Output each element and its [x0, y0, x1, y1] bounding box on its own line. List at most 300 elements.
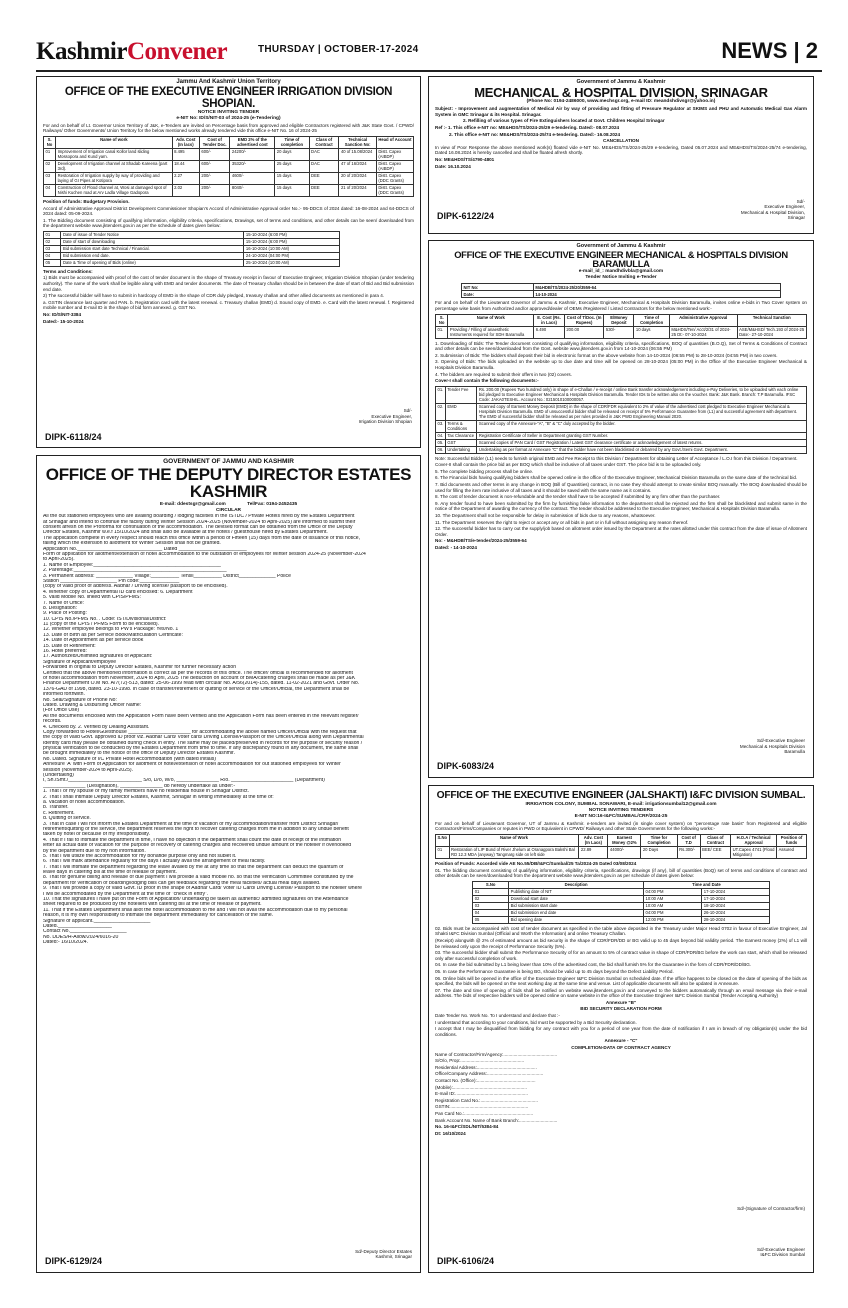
circular-line: 15. Date of Retirement: [43, 643, 96, 649]
ad1-title: OFFICE OF THE EXECUTIVE ENGINEER IRRIGATION DIVISION SHOPIAN. [64, 85, 393, 110]
circular-line: 10. CPIS No./PFMS No. . Code: IST/Divisional/District: [43, 616, 167, 622]
table-cell: UT.Capex 4741 (Flood Mitigation) [731, 846, 777, 858]
table-cell: Development of Irrigation channel at Shadab Kareena (part 3rd). [56, 160, 172, 172]
form-line: (Mobile):.......................................................... [435, 1084, 527, 1090]
circular-line: Application No.______________________________ Dated ________________________ [43, 546, 247, 552]
table-header-cell: Name of Work [449, 834, 579, 846]
table-cell: 600/- [199, 160, 230, 172]
circular-line: consent afresh on the Proforma for continuation of the accommodation. The devised format can be obtained from the Office of the Deputy [43, 525, 353, 531]
ad1-dipk-code: DIPK-6118/24 [45, 432, 102, 442]
circular-line: to April-2025). [43, 557, 75, 563]
ad1-position: Position of funds: Budgetary Provision. [43, 198, 130, 204]
circular-line: _______________ (Designation), _______________ do hereby undertake as under:- [43, 783, 236, 789]
table-cell: 20 days [275, 148, 309, 160]
circular-line: leave days in catering bill at the time of release of payment. [43, 870, 177, 876]
document-row [436, 439, 807, 446]
document-cell: Tender Fee [445, 386, 477, 403]
ad-irrigation-shopian [36, 76, 421, 448]
circular-line: I will be accommodated by the Department at the time of "check in entry". [43, 891, 209, 897]
circular-line: 3. That in case I will not inform the Estates Department at the time of vacation of my accommodation/transfer from District Srinagar/ [43, 821, 339, 827]
document-cell: Undertaking [445, 446, 477, 453]
table-cell: ASE/M&HSD/ Tech.193 of 2024-25 Date:- 27-10-2024 [737, 326, 806, 338]
ad4-body [43, 514, 414, 945]
schedule-cell: Bid submission start date [509, 902, 644, 909]
table-cell: 18.44 [172, 160, 199, 172]
document-cell: Registration Certificate of Seller in Department granting GST Number. [477, 432, 807, 439]
schedule-cell: Date of issue of Tender Notice [61, 231, 244, 238]
tender-paragraph: 02. Bids must be accompanied with cost of tender document as specified in the table above deposited in the Treasury under Major Head 0702 in favour of Executive Engineer, Jal Shakti I&FC Division Sumbal (Official and Worth the Information) and online Treasury Challan. [435, 925, 807, 937]
circular-line: retirement/quitting of the service, the department reserves the right to recover catering charges from me in addition to any undue benefit [43, 826, 349, 832]
document-row [436, 446, 807, 453]
circular-line: Annexure 'A' with Form of Application for allotment of hotel/extension of hotel accommodation for out stationed employees for Winter [43, 762, 341, 768]
document-row [436, 403, 807, 420]
ad5-annex-b: Annexure "B" [605, 999, 637, 1005]
table-header-cell: H.O.A / Technical Approval [731, 834, 777, 846]
table-cell: 200.00 [564, 326, 604, 338]
ad5-notice: NOTICE INVITING TENDERS [588, 807, 654, 813]
schedule-cell: 25-10-2024 (10:00 AM) [244, 259, 339, 266]
circular-line: 2. That I shall intimate Deputy Director Estates, Kashmir, Srinagar in writing immediately at the time of: [43, 794, 274, 800]
table-cell: Restoration of LIP Bund of River Jhelum at Oranagpora Bakshi Bal RD 12.3 MDA (anyway) Tangmarg side on left side [449, 846, 579, 858]
circular-line: department for verification of boarding/lodging bills can get feedback regarding the meal facilities/ actual meal days availed. [43, 880, 321, 886]
document-cell: EMD [445, 403, 477, 420]
ad3-p7: 7. Bid documents and other terms in any change in BOQ (Bill of Quantities) contract, in no case they should attempt to create similar BOQ manually. The BOQ downloaded should be used for filling the item rate inclusive of all taxes and it should be saved with the same name as it contains. [435, 482, 807, 493]
schedule-row [44, 259, 340, 266]
circular-line: failing which the extension to allotment for Winter Session shall not be granted. [43, 541, 221, 547]
ad3-nit-table [461, 283, 781, 298]
table-cell: 24200/- [230, 148, 275, 160]
page-label: NEWS | 2 [721, 38, 818, 63]
table-cell: 40 of 15.08/2024 [339, 148, 376, 160]
tender-paragraph: 07. The date and time of opening of bids shall be notified on website www.jktenders.gov.in and conveyed to the bidders automatically through an email message via their e-mail address. The bids of respective bidders will be opened online on same website in the office of the Executive Engineer I&FC Division Sumbal (Tender Accepting Authority) [435, 987, 807, 999]
ad1-intro: For and on behalf of Lt. Governor Union Territory of J&K, e-Tenders are invited on Percentage basis from approved and eligible Contractors registered with J&K State Govt. / CPWD/ Railways/ Other Governments/ Union Territory for the below mentioned works already tendered vide this office e-NIT No. 16 of 2024-25 [43, 122, 414, 134]
form-line: S/O/o, Prop:.................................................. [435, 1058, 525, 1064]
ad3-sig2: Mechanical & Hospitals Division [739, 743, 805, 749]
ad3-p10: 10. The Department shall not be responsible for delay in submission of bids due to any reasons, whatsoever. [435, 513, 656, 519]
dateline: THURSDAY | OCTOBER-17-2024 [258, 44, 419, 55]
document-cell: 01. [436, 386, 446, 403]
brand-logo [36, 38, 227, 66]
circular-line: All the out stationed employees who are availing boarding / lodging facilities in the ISTDC / Private Hotels hired by the Estates Department [43, 514, 355, 520]
form-line: Residential Address:............................................... [435, 1064, 537, 1070]
ad1-works-table [43, 136, 414, 197]
schedule-cell: 16-10-2024 (10:00 AM) [244, 245, 339, 252]
declaration-line: I accept that I may be disqualified from bidding for any contract with you for a period of one year from the date of notification if I am in breach of my obligation(s) under the bid conditions. [435, 1026, 807, 1037]
ad3-dated: Dated: - 14-10-2024 [435, 545, 477, 550]
table-cell: M&HDS/Ten/ Acct/2/31 of 2024-25 Dt:- 07-10-2024 [669, 326, 737, 338]
schedule-cell: 28-10-2024 [702, 916, 770, 923]
table-cell: 22.89 [579, 846, 608, 858]
schedule-cell: 04 [44, 252, 61, 259]
table-cell: 47 of 16/2024 [339, 160, 376, 172]
ad1-no: No: ID/S/NIT-3384 [43, 312, 82, 318]
table-cell: Improvement of Irrigation canal Kollor land sliding Mossopora and Kund yarn. [56, 148, 172, 160]
schedule-cell: 10:00 AM [644, 895, 702, 902]
table-header-cell: Time for Completion [641, 834, 677, 846]
circular-line: Director Estates, Kashmir w.e.f 15/10/2024 and shall also be available at the hotels / guesthouse hired by Estates Department. [43, 530, 328, 536]
ad3-tender: Tender Notice Inviting e-Tender [585, 275, 657, 281]
ad3-sig1: Sd/-Executive Engineer [756, 738, 805, 744]
circular-line: All the documents enclosed with the Application Form have been verified and the Application Form has been entered in the relevant register/ [43, 713, 359, 719]
form-line: Bank Account No. Name of Bank Branch:.............................. [435, 1117, 558, 1123]
table-cell: Restoration of Irrigation supply by way of providing and laying of GI Pipes at Kotipora [56, 172, 172, 184]
ad3-nit-label: NIT No: [462, 284, 534, 291]
table-cell: Providing / Filling of anaesthetic Instruments required for SDH Baramulla [448, 326, 534, 338]
ad3-signature [740, 738, 805, 755]
declaration-line: I understand that according to your conditions, bid must be supported by a Bid Security declaration. [435, 1019, 637, 1025]
brand-part2: Convener [126, 38, 228, 65]
form-line: Contact No. (Office):.............................................. [435, 1078, 536, 1084]
circular-line: 1. That I or my spouse or my family members have no residential house in Srinagar District. [43, 789, 250, 795]
circular-line: 9. That I will provide a copy of valid Govt. ID proof in the shape of Aadhar Card/ Voter ID Card/ Driving License/ Passport to the hotelier where [43, 886, 362, 892]
schedule-cell: 02 [44, 238, 61, 245]
table-cell: 200/- [199, 172, 230, 184]
table-cell: BEE/ CEE [700, 846, 730, 858]
ad2-item2: 2. Refilling of various types of Fire Extinguishers located at Govt. Children Hospital Srinagar [463, 118, 665, 124]
table-header-cell: Earnest Money @2% [608, 834, 641, 846]
ad1-terms1: 1) Bids must be accompanied with proof of the cost of tender document in the shape of Treasury receipt in favour of Executive Engineer, Irrigation Division Shopian (under tendering authority). The name of the work shall be legible along with EMD and tender documents. The date of Treasury challan should be in between the date of start of Bid and Bid submission end date. [43, 275, 414, 292]
document-cell: Rs. 200.00 (Rupees Two hundred only) in shape of e-Challan / e-receipt / online Bank transfer acknowledgement including e-Pay Deliveries, to be uploaded with each online bid pledged to Executive Engineer Mechanical & Hospitals Division Baramulla. Tender IDs to be written also on the voucher. Bank: J&K Bank. Branch: T.P Baramulla. IFSC Code: JAKA0TESHIL. Account No.: 0215010100000057. [477, 386, 807, 403]
ad3-nit-value: M&HDB/TS/2024-25/20/3559-64 [533, 284, 780, 291]
table-header-cell: Administrative Approval [669, 314, 737, 326]
form-line: Pan Card No.:...................................................... [435, 1110, 534, 1116]
ad3-p9: 9. Any tender found to have been submitted by the firm by furnishing false information to the department shall be rejected and the firm shall be blacklisted and submit same in the notice of the Department of awarding the currency of the contract. The tender should be addressed to the Executive Engineer, Mechanical & Hospitals Division Baramulla. [435, 500, 807, 512]
circular-line: informed forthwith. [43, 692, 85, 698]
schedule-cell: Publishing date of NIT [509, 888, 644, 895]
schedule-cell: 04:00 PM [644, 909, 702, 916]
table-row [44, 160, 414, 172]
table-cell: DAC [309, 160, 339, 172]
table-cell: 4600/- [230, 172, 275, 184]
table-cell: 200/- [199, 184, 230, 196]
ad2-signature [741, 199, 805, 221]
table-row [44, 184, 414, 196]
schedule-cell: 18-10-2024 [702, 902, 770, 909]
schedule-row [473, 916, 770, 923]
table-cell: 01. [436, 326, 448, 338]
schedule-header-cell: Description [509, 881, 644, 888]
ad1-para1: Accord of Administrative Approval District Development Commissioner Shopian's Accord of Administrative Approval order No.:- 95-DDCS of 2024 dated: 16-08-2024 and 64-DDCS of 2024 dated: 05-09-2024. [43, 205, 414, 217]
circular-line: 1376-GAD of 1998, dated. 23-10-1998. In case of transfer/retirement or quitting of service of the Officer/Official, the Department shall be [43, 686, 350, 692]
ad-jalshakti-sumbal [428, 785, 814, 1273]
document-cell: 05. [437, 440, 444, 446]
circular-line: records. [43, 719, 62, 725]
table-row [44, 148, 414, 160]
ad1-subtitle: NOTICE INVITING TENDER [197, 109, 260, 115]
document-cell: Tax Clearance [445, 432, 477, 439]
table-cell: 35320/- [230, 160, 275, 172]
ad4-sig2: Kashmir, Srinagar [375, 1254, 412, 1260]
ad1-ut: Jammu And Kashmir Union Territory [176, 79, 281, 85]
table-header-cell: Time of completion [275, 136, 309, 148]
ad4-sig1: Sd/-Deputy Director Estates [355, 1248, 412, 1254]
circular-line: (For Office Use) [43, 708, 80, 714]
schedule-cell: 24-10-2024 (04:00 PM) [244, 252, 339, 259]
ad4-contact: E-mail: ddestsgr@gmail.com Tel/Fax: 0194-2452435 [159, 502, 298, 508]
ad4-gov: GOVERNMENT OF JAMMU AND KASHMIR [163, 458, 294, 465]
ad1-terms2: 2) The successful bidder will have to submit in hardcopy of EMD in the shape of CDR duly pledged, treasury challan and other allied documents as mentioned in para 4. [43, 293, 385, 299]
ad3-note: Note: Successful Bidder (L1) needs to furnish original EMD and Fee Receipt to this Division / Department for obtaining Letter of Acceptance / L.O.I from this Division / Department. [435, 455, 798, 461]
table-header-cell: Name of Work [448, 314, 534, 326]
table-cell: 15 days [275, 184, 309, 196]
table-cell: Rs.300/- [677, 846, 700, 858]
table-header-cell: Adv. Cost (In lacs) [172, 136, 199, 148]
schedule-cell: 03 [473, 902, 509, 909]
ad3-p2: 2. Submission of Bids: The bidders shall deposit their bid in electronic format on the above website from 14-10-2024 (06:55 PM) to 28-10-2024 (04:55 PM) in two covers. [435, 352, 778, 358]
ad1-signature [359, 408, 412, 425]
table-cell: 530/- [604, 326, 634, 338]
circular-line: No. Seal/Signature of Phone No: [43, 697, 117, 703]
circular-line: 9. Place of Posting: [43, 611, 87, 617]
ad5-completion: COMPLETION-DATA OF CONTRACT AGENCY [571, 1045, 671, 1051]
table-cell: 20 Days [641, 846, 677, 858]
ad3-work-table [435, 314, 807, 339]
circular-line: 13. Date of Birth as per Service Book/Matriculation Certificate: [43, 632, 183, 638]
document-cell: Scanned copy of the Annexure-"A", "B" & "C" duly accepted by the bidder. [477, 420, 807, 432]
circular-line: 11 (copy of the CPIS / PFMS Form to be enclosed). [43, 622, 159, 628]
circular-line: the copy of valid Govt. approved ID proof viz. Aadhar Card/ Voter card/ Driving License/Passport of the Officer/Official along with Departmental [43, 735, 364, 741]
circular-line: I, Sh./Smt./__________________________ S/o, D/o, W/o, _______________ R/o. ______________________ (Department) [43, 778, 325, 784]
ad5-title: OFFICE OF THE EXECUTIVE ENGINEER (JALSHAKTI) I&FC DIVISION SUMBAL. [436, 790, 806, 801]
ad5-declaration [435, 1013, 807, 1037]
ad5-dated: Dt: 16/10/2024 [435, 1130, 466, 1136]
circular-line: Signature of Applicant/employee [43, 659, 117, 665]
table-header-cell: E. Cost (Rs. in Lacs) [534, 314, 565, 326]
schedule-cell: 26-10-2024 [702, 909, 770, 916]
table-cell: 02 [44, 160, 56, 172]
circular-line: c. Retirement. [43, 810, 75, 816]
circular-line: of hotel accommodation from November, 2024 to April, 2025 The deduction on account of BMA/catering charges shall be made as per J&K [43, 676, 356, 681]
ad5-work-table [435, 834, 807, 859]
table-header-cell: Class of Contract [309, 136, 339, 148]
table-cell: 21 of 20/2024 [339, 184, 376, 196]
circular-line: physical verification to be conducted by the Estates Department from time to time. If any discrepancy found in any document, the same shall [43, 746, 359, 752]
ad5-annex-c: Annexure - "C" [604, 1038, 638, 1044]
table-header-cell: Cost of Tender Doc. [199, 136, 230, 148]
document-cell: 06. [437, 447, 444, 453]
ad-estates-kashmir [36, 455, 421, 1273]
ad2-cancel-head: CANCELLATION [603, 138, 639, 144]
circular-line: 5. That I will utilize the accommodation for my bonafide purpose only and not sublet it. [43, 853, 237, 859]
ad5-nit: E-NIT NO:16-I&FC/SUMBAL/CRF/2024-25 [574, 813, 668, 819]
declaration-line: Date Tender No. Work No. To I understand and declare that :- [435, 1013, 560, 1019]
ad-mechanical-srinagar [428, 76, 814, 234]
table-cell: 600/- [199, 148, 230, 160]
table-cell: 8040/- [230, 184, 275, 196]
ad2-date: Date: 16.10.2024 [435, 163, 471, 169]
ad5-signature [757, 1247, 805, 1258]
ad3-p4: 4. The bidders are required to submit their offers in two (02) covers. [435, 371, 572, 377]
ad1-para2: 1. The Bidding document consisting of qualifying information, eligibility criteria, specifications, Drawings, set of terms and conditions, and other details can be seen/ downloaded from the department website www.jktenders.gov.in as per the schedule of dates given below: [43, 217, 414, 229]
schedule-cell: Date of start of downloading [61, 238, 244, 245]
circular-line: 7. Name of Office: [43, 600, 84, 606]
schedule-cell: 04 [473, 909, 509, 916]
circular-line: sheet required to be produced by the hoteliers with catering bill at the time of release of payment. [43, 902, 262, 908]
table-cell: Assured [777, 846, 807, 858]
schedule-cell: 01 [44, 231, 61, 238]
circular-line: Form of application for allotment/extension of hotel accommodation to the outstation of employees for Winter session 2024-25 (November-2024 [43, 552, 366, 558]
ad3-p8: 8. The cost of tender document is non-refundable and the tender shall have to be accepted if submitted by any firm other than the purchaser. [435, 494, 721, 500]
circular-line: 17. Authorized/Unlimited signatures of Applicant: [43, 654, 153, 660]
table-header-cell: Time of Completion [634, 314, 670, 326]
ad3-title: OFFICE OF THE EXECUTIVE ENGINEER MECHANICAL & HOSPITALS DIVISION BARAMULLA [454, 248, 788, 270]
table-cell: 04 [44, 184, 56, 196]
circular-line: Dated. Drawing & Disbursing Officer Name: [43, 702, 142, 708]
table-header-cell: E/Money Deposit [604, 314, 634, 326]
circular-line: at Srinagar and intend to continue the facility during Winter Session 2024-2025 (November-2024 to April-2025) are informed to submit their [43, 519, 356, 525]
circular-line: The application complete in every respect should reach this office within a period of Fifteen (15) days from the date of issuance of this notice, [43, 535, 361, 541]
schedule-cell: 17-10-2024 [702, 895, 770, 902]
circular-line: 6. That I will mark attendance regularly for the days I actually avail the arrangement of meal facility. [43, 859, 266, 865]
table-cell: 8.495 [172, 148, 199, 160]
ad4-circular: CIRCULAR [215, 508, 242, 514]
document-cell: Scanned copy of Earnest Money Deposit (EMD) in the shape of CDR/FDR equivalent to 2% of value of the advertised cost pledged to Executive Engineer Mechanical & Hospitals Division Baramulla. EMD of unsuccessful bidder shall be released on receipt of 5% Performance Guarantee from (L1) and successful agreement with department. The EMD of successful bidder shall be released as per rules provided in J&K PWD Engineering Manual 2020. [477, 403, 807, 420]
schedule-row [473, 909, 770, 916]
schedule-cell: 12:00 PM [644, 916, 702, 923]
circular-line: 3. Permanent address: _____________ Village:__________ Tehsil__________ District_____________ Police [43, 573, 291, 579]
document-row [436, 432, 807, 439]
table-cell: 03 [44, 172, 56, 184]
tender-paragraph: 03. The successful bidder shall submit the Performance Security of for an amount to 5% of contract value in shape of CDR/FDR/BG before the work can start, which shall be released only after successful completion of work. [435, 950, 807, 961]
circular-line: 8. Designation: [43, 605, 77, 611]
table-header-cell: EMD 2% of the advertised cost [230, 136, 275, 148]
table-cell: Construction of Flood channel at, Wosi at damaged spot of Nishi Kuchen road at Arv Ladla Village Gadopora [56, 184, 172, 196]
schedule-cell: 02 [473, 895, 509, 902]
circular-line: 5. Valid Mobile No. linked with CPIS/PFMS: [43, 595, 141, 601]
ad5-no: No. 16-I&FC/SDL/NIT/5384-84 [435, 1124, 499, 1130]
table-header-cell: Class of Contract [700, 834, 730, 846]
circular-line: taken by hotel or because of my irresponsibility. [43, 832, 150, 838]
ad1-nit: e-NIT No: ID/S/NIT-03 of 2024-25 (e-Tendering) [176, 115, 281, 121]
document-cell: Terms & Conditions [445, 420, 477, 432]
form-line: E-mail ID:......................................................... [435, 1091, 528, 1097]
brand-part1: Kashmir [36, 38, 127, 65]
ad5-paragraphs [435, 926, 807, 999]
schedule-cell: Bid submission start date Technical / Financial. [61, 245, 244, 252]
schedule-cell: Bid opening date [509, 916, 644, 923]
circular-line: No. DDES/H-Allow/2024/6016-20 [43, 934, 119, 940]
circular-line: Identity card may please be obtained during check in entry. The same may be placed/preserved in records for the purpose of security reason / [43, 740, 363, 746]
ad2-sig2: Executive Engineer, [764, 204, 805, 210]
table-cell: 44000/- [608, 846, 641, 858]
circular-line: 16. Hotel preferred: [43, 649, 87, 655]
table-cell: 2.27 [172, 172, 199, 184]
ad3-gov: Government of Jammu & Kashmir [576, 243, 666, 249]
table-cell: 01 [44, 148, 56, 160]
table-row [44, 172, 414, 184]
ad-mechanical-baramulla [428, 240, 814, 778]
schedule-row [44, 252, 340, 259]
schedule-cell: 15-10-2024 (6:00 PM) [244, 238, 339, 245]
circular-line: b. Transfer. [43, 805, 69, 811]
schedule-cell: Date & Time of opening of Bids (online) [61, 259, 244, 266]
ad2-no: No: ME&HDS/TS/4790-4801 [435, 156, 495, 162]
ad2-gov: Government of Jammu & Kashmir [576, 79, 666, 85]
ad1-sig1: Sd/- [403, 408, 412, 414]
schedule-cell: 15-10-2024 (6:00 PM) [244, 231, 339, 238]
ad2-contact: (Phone No: 0194-2486000, www.mechsgr.org, e-mail ID: meandshdivsgr@yahoo.in) [526, 99, 716, 105]
ad3-date-label: Date: [462, 291, 534, 298]
table-header-cell: S.No [436, 834, 450, 846]
schedule-cell: 05 [44, 259, 61, 266]
circular-line: 14. Date of Appointment as per service book [43, 638, 144, 644]
schedule-cell: 01 [473, 888, 509, 895]
table-header-cell: Cost of T/Doc. (In Rupees) [564, 314, 604, 326]
circular-line: 4. That if I fail to intimate the department in time, I have no objection if the department shall count the date of receipt of the intimation [43, 837, 342, 843]
table-cell: Distt. Capex (DDC Grants) [376, 184, 413, 196]
form-line: Office/Company Address:............................................ [435, 1071, 544, 1077]
ad1-terms3: a. GSTIN clearance last quarter and PAN. b. Registration card with the latest renewal. c. Treasury challan (EMD) d. Sound copy of EMD. e. Card with the latest renewal. f. Registered mobile number and E-mail ID in the shape of bid form annexed. g. GST No. [43, 299, 414, 311]
table-cell: DAC [309, 148, 339, 160]
ad5-p1: 01. The bidding document consisting of qualifying information, eligibility criteria, specifications, drawings (if any), bill of quantities (BoQ) set of terms and conditions of contract and other details can be seen/downloaded from the department website www.jktenders.gov.in as per schedule of dates given below: [435, 867, 807, 879]
schedule-row [473, 888, 770, 895]
circular-line: be brought immediately to the notice of the office of Deputy Director Estates Kashmir. [43, 751, 235, 757]
ad2-cancel-body: In view of Poor Response the above mentioned work(s) floated vide e-NIT No. ME&HDS/TS/2024-25/29 e-tendering, Dated 05.07.2024 and ME&HDS/TS/2024-25/74 e-tendering, Dated 16.08.2024 is hereby cancelled and shall be floated afresh shortly. [435, 144, 807, 156]
table-cell: 20 of 20/2024 [339, 172, 376, 184]
document-row [436, 420, 807, 432]
schedule-cell: Download start date [509, 895, 644, 902]
table-cell: DEE [309, 172, 339, 184]
table-cell: 15 days [275, 172, 309, 184]
ad5-schedule-table [472, 881, 770, 924]
schedule-cell: 04:00 PM [644, 888, 702, 895]
circular-line: 4. Checked by. 2. Verified by Dealing Assistant. [43, 724, 150, 730]
schedule-row [473, 902, 770, 909]
ad3-no: No: - M&HDB/TS/e-tender/2024-25/3559-64 [435, 538, 527, 544]
ad5-contractor-form [435, 1052, 807, 1124]
table-cell: Distt. Capex (DDC Grants) [376, 172, 413, 184]
ad3-email: e-mail_id_: mandhdivbla@gmail.com [578, 269, 664, 275]
ad1-terms-head: Terms and Conditions: [43, 268, 93, 274]
circular-line: a. Vacation of hotel accommodation. [43, 799, 126, 805]
circular-line: 2. Parentage:______________________________________________________ [43, 568, 227, 574]
table-header-cell: S. No [44, 136, 56, 148]
tender-paragraph: 04. In case the bid submitted by L1 being lower than 10% of the advertised cost, the bid shall furnish 5% for the Guarantee in the form of CDR/FDR/DD/BG. [435, 962, 752, 968]
form-line: GSTIN:............................................................. [435, 1104, 529, 1110]
circular-line: 10. That the signatures I have put on the Form of Application/ undertaking be taken as authentic/ admitted signatures on the Attendance [43, 897, 349, 903]
table-cell: 25 days [275, 160, 309, 172]
ad3-cover: Cover-I shall contain the following documents:- [435, 378, 539, 384]
schedule-cell: 05 [473, 916, 509, 923]
table-cell: Distt. Capex (AIBDP) [376, 148, 413, 160]
table-header-cell: Adv. Cost (In Lacs) [579, 834, 608, 846]
ad3-sig3: Baramulla [784, 749, 805, 755]
circular-line: letter as actual date of vacation for the purpose of recovery of catering charges and recovered undue amount of the hotelier if overlooked [43, 843, 352, 849]
table-header-cell: Technical Sanction No: [339, 136, 376, 148]
ad2-sig3: Mechanical & Hospital Division, [740, 209, 805, 215]
ad3-dipk-code: DIPK-6083/24 [437, 761, 495, 771]
table-header-cell: Name of work [56, 136, 172, 148]
circular-line: Station ____________________ Pin code:______________ [43, 578, 180, 584]
tender-paragraph: 06. Online bids will be opened in the office of the Executive Engineer I&FC Division Sumbal on scheduled date. If the office happens to be closed on the date of opening of the bids as specified, the bids will be opened on the next working day at the same time and venue. List of applicable documents will also be updated in Annexure. [435, 975, 807, 987]
circular-line: Dated.___________________ [43, 923, 112, 929]
ad5-contractor-sign: Sd/-(Signature of Contractor/firm) [737, 1206, 805, 1212]
circular-line: d. Quitting of service. [43, 816, 91, 822]
table-header-cell: S. No [436, 314, 448, 326]
schedule-cell: 10:00 AM [644, 902, 702, 909]
circular-line: reason, it is my own responsibility to intimate the department immediately for cancellation of the same. [43, 913, 274, 919]
circular-line: 11. That if the Estates Department shall allot the hotel accommodation to me and I will not avail the accommodation due to my personal [43, 907, 348, 913]
ad1-schedule-table [43, 231, 340, 267]
circular-line: Copy forwarded to Hotel/Guesthouse ______________________ for accommodating the above named Officer/Official with the request that [43, 729, 357, 735]
document-cell: Scanned copies of PAN Card / GST Registration / Latest GST clearance certificate or acknowledgement of latest returns. [477, 439, 807, 446]
circular-line: 4. Whether copy of Departmental ID card enclosed: 6. Department [43, 589, 193, 595]
ad1-sig2: Executive Engineer, [371, 413, 412, 419]
document-cell: Undertaking as per format at Annexure "C" that the bidder have not been blacklisted or debarred by any Govt./Semi Govt. Department. [477, 446, 807, 453]
circular-line: by the department due to my non information. [43, 848, 146, 854]
tender-paragraph: 05. In case the Performance Guarantee is being BG, should be valid up to 45 days beyond the Defect Liability Period. [435, 968, 674, 974]
document-cell: 02. [436, 403, 446, 420]
